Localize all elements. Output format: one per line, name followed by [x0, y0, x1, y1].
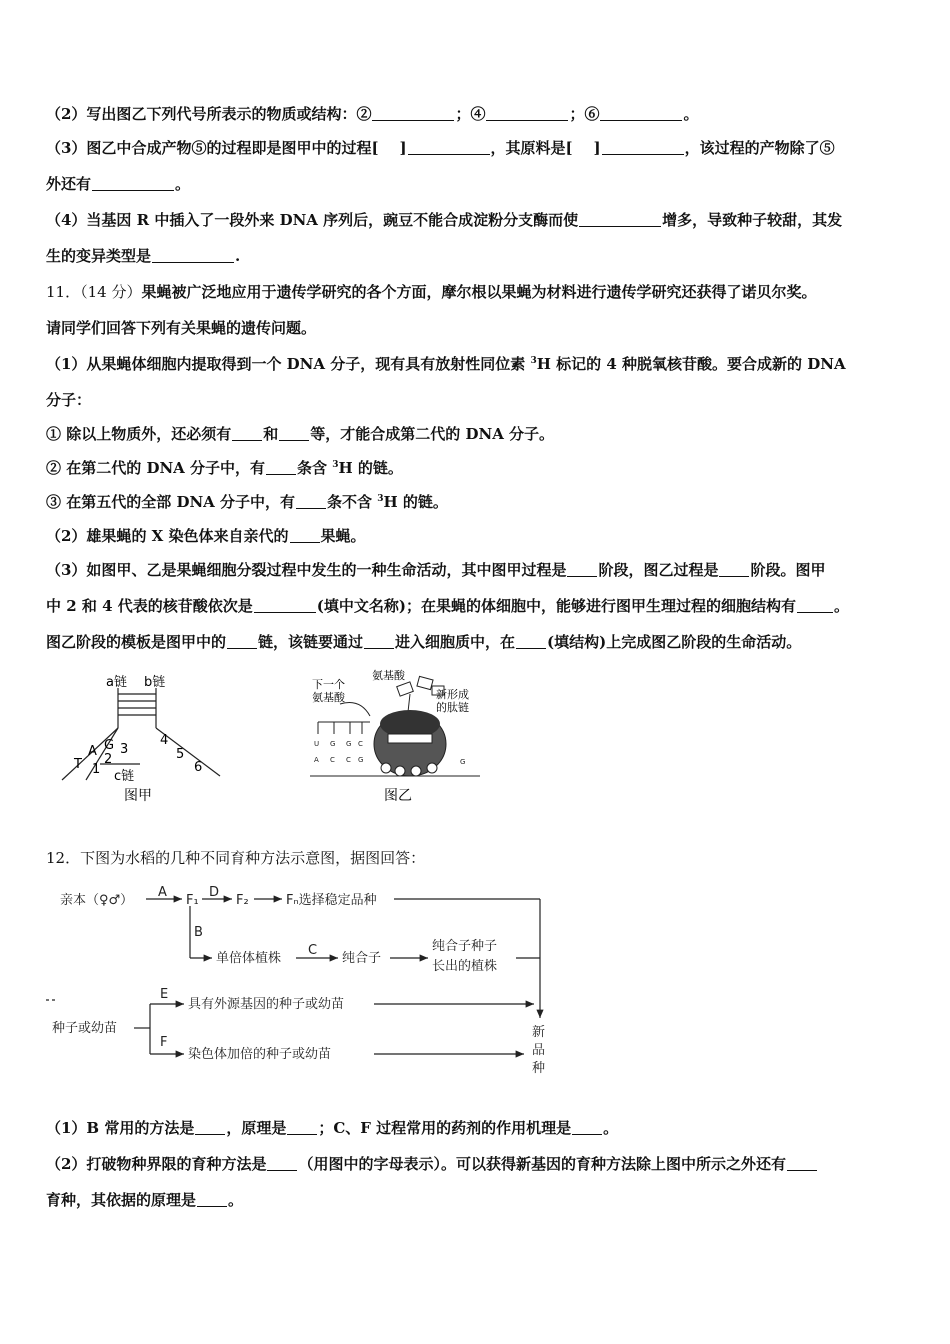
node-double: 染色体加倍的种子或幼苗: [188, 1047, 332, 1062]
q11-part1: （1）从果蝇体细胞内提取得到一个 DNA 分子，现有具有放射性同位素 $^3$H 标记的 4 种脱氧核苷酸。要合成新的 DNA: [46, 355, 846, 373]
label-F: F: [160, 1035, 168, 1050]
caption-jia: 图甲: [124, 788, 152, 804]
blank[interactable]: [266, 460, 296, 475]
breeding-diagram: [46, 874, 566, 1088]
q11-sub3: ③ 在第五代的全部 DNA 分子中，有 条不含 $^3$H 的链。: [46, 493, 448, 511]
label-6: 6: [194, 760, 203, 775]
label-5: 5: [176, 747, 185, 762]
q11-intro-cont: 请同学们回答下列有关果蝇的遗传问题。: [46, 319, 317, 337]
blank[interactable]: [227, 634, 257, 649]
caption-yi: 图乙: [384, 788, 412, 804]
label-G: G: [104, 738, 115, 753]
figure-yi: [300, 668, 490, 808]
q11-intro: 11．（14 分）果蝇被广泛地应用于遗传学研究的各个方面，摩尔根以果蝇为材料进行遗传学研究还获得了诺贝尔奖。: [46, 283, 817, 301]
node-f1: F₁: [186, 893, 199, 908]
blank[interactable]: [296, 494, 326, 509]
blank[interactable]: [364, 634, 394, 649]
q11-part1-cont: 分子：: [46, 391, 92, 409]
label-2: 2: [104, 752, 113, 767]
svg-text:G: G: [346, 740, 352, 748]
node-fn: Fₙ选择稳定品种: [286, 893, 377, 908]
label-3: 3: [120, 742, 129, 757]
blank[interactable]: [719, 562, 749, 577]
blank[interactable]: [197, 1192, 227, 1207]
label-A: A: [158, 885, 167, 900]
label-D: D: [209, 885, 220, 900]
q10-part4-cont: 生的变异类型是 .: [46, 247, 241, 265]
q10-part2: （2）写出图乙下列代号所表示的物质或结构：② ；④ ；⑥ 。: [46, 105, 699, 123]
blank[interactable]: [516, 634, 546, 649]
blank[interactable]: [254, 598, 316, 613]
label-a-chain: a链: [106, 675, 127, 690]
node-pure-seed: 纯合子种子: [432, 939, 498, 954]
blank[interactable]: [408, 140, 490, 155]
blank[interactable]: [92, 176, 174, 191]
node-new2: 品: [532, 1043, 546, 1058]
q10-part3-cont: 外还有 。: [46, 175, 191, 193]
blank[interactable]: [567, 562, 597, 577]
label-1: 1: [92, 762, 101, 777]
label-E: E: [160, 987, 169, 1002]
q11-sub2: ② 在第二代的 DNA 分子中，有 条含 $^3$H 的链。: [46, 459, 403, 477]
svg-text:C: C: [346, 756, 351, 764]
label-4: 4: [160, 733, 169, 748]
label-c-chain: c链: [114, 769, 135, 784]
q12-part2: （2）打破物种界限的育种方法是 （用图中的字母表示）。可以获得新基因的育种方法除上图中所示之外还有: [46, 1154, 818, 1174]
label-T: T: [74, 757, 82, 772]
node-foreign: 具有外源基因的种子或幼苗: [188, 997, 345, 1012]
blank[interactable]: [579, 212, 661, 227]
q11-part3-cont: 中 2 和 4 代表的核苷酸依次是 (填中文名称)；在果蝇的体细胞中，能够进行图甲生理过程的细胞结构有 。: [46, 597, 849, 615]
svg-text:A: A: [314, 756, 319, 764]
blank[interactable]: [372, 106, 454, 121]
blank[interactable]: [287, 1120, 317, 1135]
label-A: A: [88, 744, 97, 759]
q12-part1: （1）B 常用的方法是 ，原理是 ；C、F 过程常用的药剂的作用机理是 。: [46, 1119, 619, 1137]
svg-text:G: G: [358, 756, 364, 764]
blank[interactable]: [797, 598, 833, 613]
label-new: 新形成: [436, 688, 469, 701]
node-haploid: 单倍体植株: [216, 951, 282, 966]
label-next-aa: 氨基酸: [312, 691, 345, 704]
q11-part3-cont2: 图乙阶段的模板是图甲中的 链，该链要通过 进入细胞质中，在 (填结构)上完成图乙阶段的生命活动。: [46, 633, 802, 651]
q11-part2: （2）雄果蝇的 X 染色体来自亲代的 果蝇。: [46, 527, 366, 545]
node-seed: 种子或幼苗: [52, 1021, 118, 1036]
label-amino-acid: 氨基酸: [372, 669, 405, 682]
blank[interactable]: [195, 1120, 225, 1135]
label-B: B: [194, 925, 203, 940]
q12-part2-cont: 育种，其依据的原理是 。: [46, 1191, 244, 1209]
node-new3: 种: [532, 1061, 546, 1076]
svg-text:G: G: [460, 758, 466, 766]
figure-jia: [60, 668, 230, 808]
svg-text:C: C: [330, 756, 335, 764]
q12-title: 12．下图为水稻的几种不同育种方法示意图，据图回答：: [46, 849, 426, 867]
node-parent: 亲本（♀♂）: [60, 893, 134, 908]
label-b-chain: b链: [144, 675, 166, 690]
blank[interactable]: [290, 528, 320, 543]
blank[interactable]: [152, 248, 234, 263]
blank[interactable]: [602, 140, 684, 155]
blank[interactable]: [267, 1156, 297, 1171]
svg-text:G: G: [330, 740, 336, 748]
blank[interactable]: [486, 106, 568, 121]
label-C: C: [308, 943, 318, 958]
q11-part3: （3）如图甲、乙是果蝇细胞分裂过程中发生的一种生命活动，其中图甲过程是 阶段，图乙过程是 阶段。图甲: [46, 561, 826, 579]
blank[interactable]: [232, 426, 262, 441]
label-next: 下一个: [312, 678, 345, 691]
q10-part4: （4）当基因 R 中插入了一段外来 DNA 序列后，豌豆不能合成淀粉分支酶而使 增多，导致种子较甜，其发: [46, 211, 843, 229]
blank[interactable]: [279, 426, 309, 441]
label-peptide: 的肽链: [436, 701, 469, 714]
blank[interactable]: [787, 1156, 817, 1171]
blank[interactable]: [572, 1120, 602, 1135]
node-new1: 新: [532, 1025, 546, 1040]
svg-text:C: C: [358, 740, 363, 748]
blank[interactable]: [600, 106, 682, 121]
svg-text:U: U: [314, 740, 320, 748]
q11-sub1: ① 除以上物质外，还必须有 和 等，才能合成第二代的 DNA 分子。: [46, 425, 555, 443]
node-f2: F₂: [236, 893, 249, 908]
q10-part3: （3）图乙中合成产物⑤的过程即是图甲中的过程[ ] ，其原料是[ ] ，该过程的产物除了⑤: [46, 139, 835, 157]
node-pure-plant: 长出的植株: [432, 959, 498, 974]
node-pure: 纯合子: [342, 951, 382, 966]
